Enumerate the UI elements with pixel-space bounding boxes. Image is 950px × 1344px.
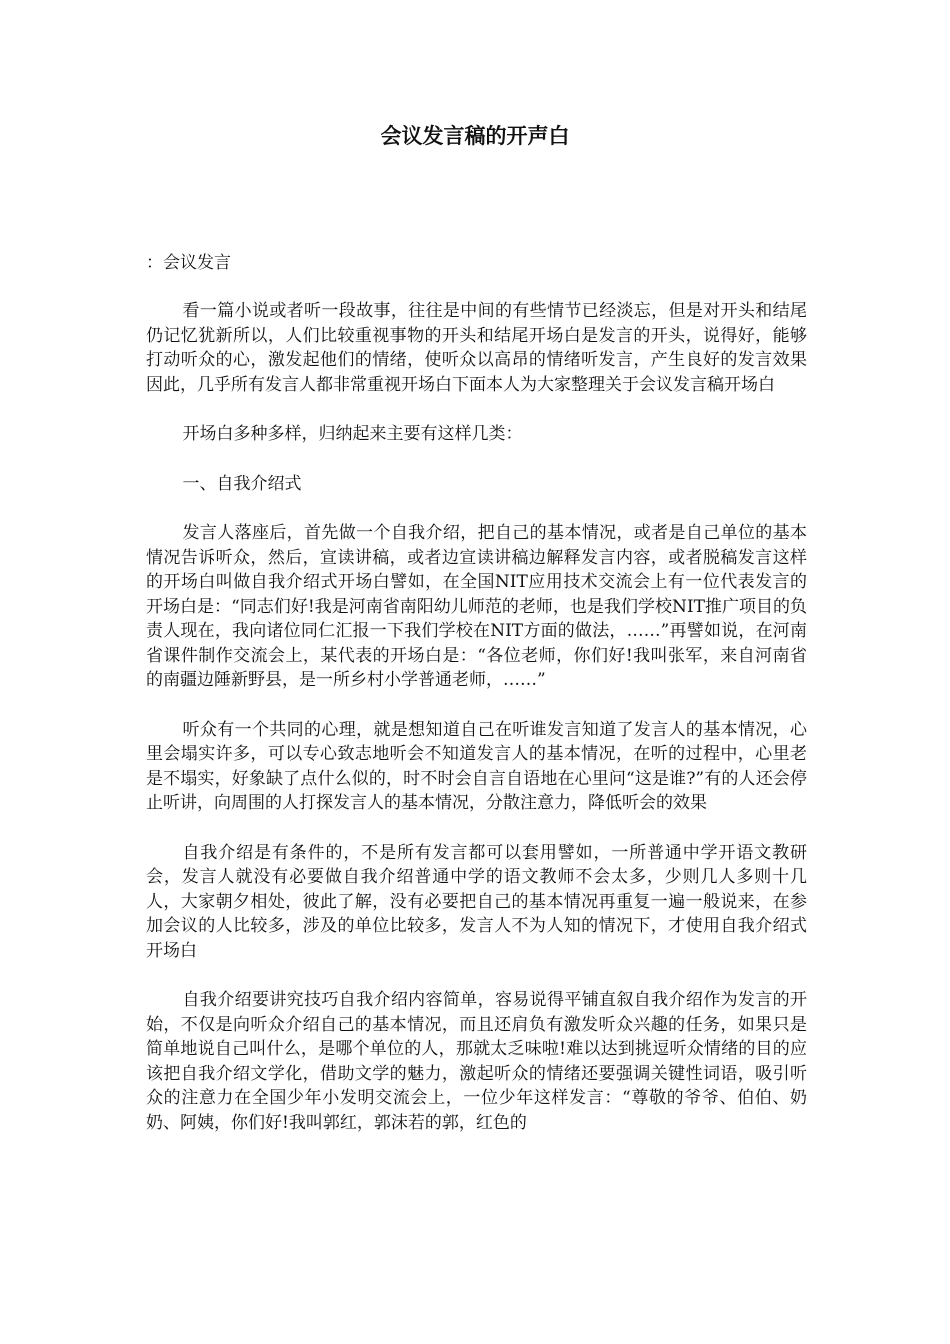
paragraph-self-intro-examples: 发言人落座后，首先做一个自我介绍，把自己的基本情况，或者是自己单位的基本情况告诉听众，然后，宣读讲稿，或者边宣读讲稿边解释发言内容，或者脱稿发言这样的开场白叫做自我介绍式开场白譬如，在全国NIT应用技术交流会上有一位代表发言的开场白是：“同志们好!我是河南省南阳幼儿师范的老师，也是我们学校NIT推广项目的负责人现在，我向诸位同仁汇报一下我们学校在NIT方面的做法，……”再譬如说，在河南省课件制作交流会上，某代表的开场白是：“各位老师，你们好!我叫张军，来自河南省的南疆边陲新野县，是一所乡村小学普通老师，……”	[146, 523, 807, 690]
document-title: 会议发言稿的开声白	[380, 124, 570, 148]
document-body	[146, 299, 807, 1160]
paragraph-intro: 看一篇小说或者听一段故事，往往是中间的有些情节已经淡忘，但是对开头和结尾仍记忆犹新所以，人们比较重视事物的开头和结尾开场白是发言的开头，说得好，能够打动听众的心，激发起他们的情绪，使听众以高昂的情绪听发言，产生良好的发言效果因此，几乎所有发言人都非常重视开场白下面本人为大家整理关于会议发言稿开场白	[146, 301, 807, 395]
section-heading-self-introduction: 一、自我介绍式	[182, 473, 302, 494]
paragraph-self-intro-techniques: 自我介绍要讲究技巧自我介绍内容简单，容易说得平铺直叙自我介绍作为发言的开始，不仅是向听众介绍自己的基本情况，而且还肩负有激发听众兴趣的任务，如果只是简单地说自己叫什么，是哪个单位的人，那就太乏味啦!难以达到挑逗听众情绪的目的应该把自我介绍文学化，借助文学的魅力，激起听众的情绪还要强调关键性词语，吸引听众的注意力在全国少年小发明交流会上，一位少年这样发言：“尊敬的爷爷、伯伯、奶奶、阿姨，你们好!我叫郭红，郭沫若的郭，红色的	[146, 990, 807, 1133]
paragraph-types-summary: 开场白多种多样，归纳起来主要有这样几类：	[182, 424, 523, 444]
paragraph-self-intro-conditions: 自我介绍是有条件的，不是所有发言都可以套用譬如，一所普通中学开语文教研会，发言人就没有必要做自我介绍普通中学的语文教师不会太多，少则几人多则十几人，大家朝夕相处，彼此了解，没有必要把自己的基本情况再重复一遍一般说来，在参加会议的人比较多，涉及的单位比较多，发言人不为人知的情况下，才使用自我介绍式开场白	[146, 842, 807, 961]
paragraph-audience-psychology: 听众有一个共同的心理，就是想知道自己在听谁发言知道了发言人的基本情况，心里会塌实许多，可以专心致志地听会不知道发言人的基本情况，在听的过程中，心里老是不塌实，好象缺了点什么似的，时不时会自言自语地在心里问“这是谁?”有的人还会停止听讲，向周围的人打探发言人的基本情况，分散注意力，降低听会的效果	[146, 719, 807, 813]
keywords-line: ：会议发言	[146, 253, 231, 273]
